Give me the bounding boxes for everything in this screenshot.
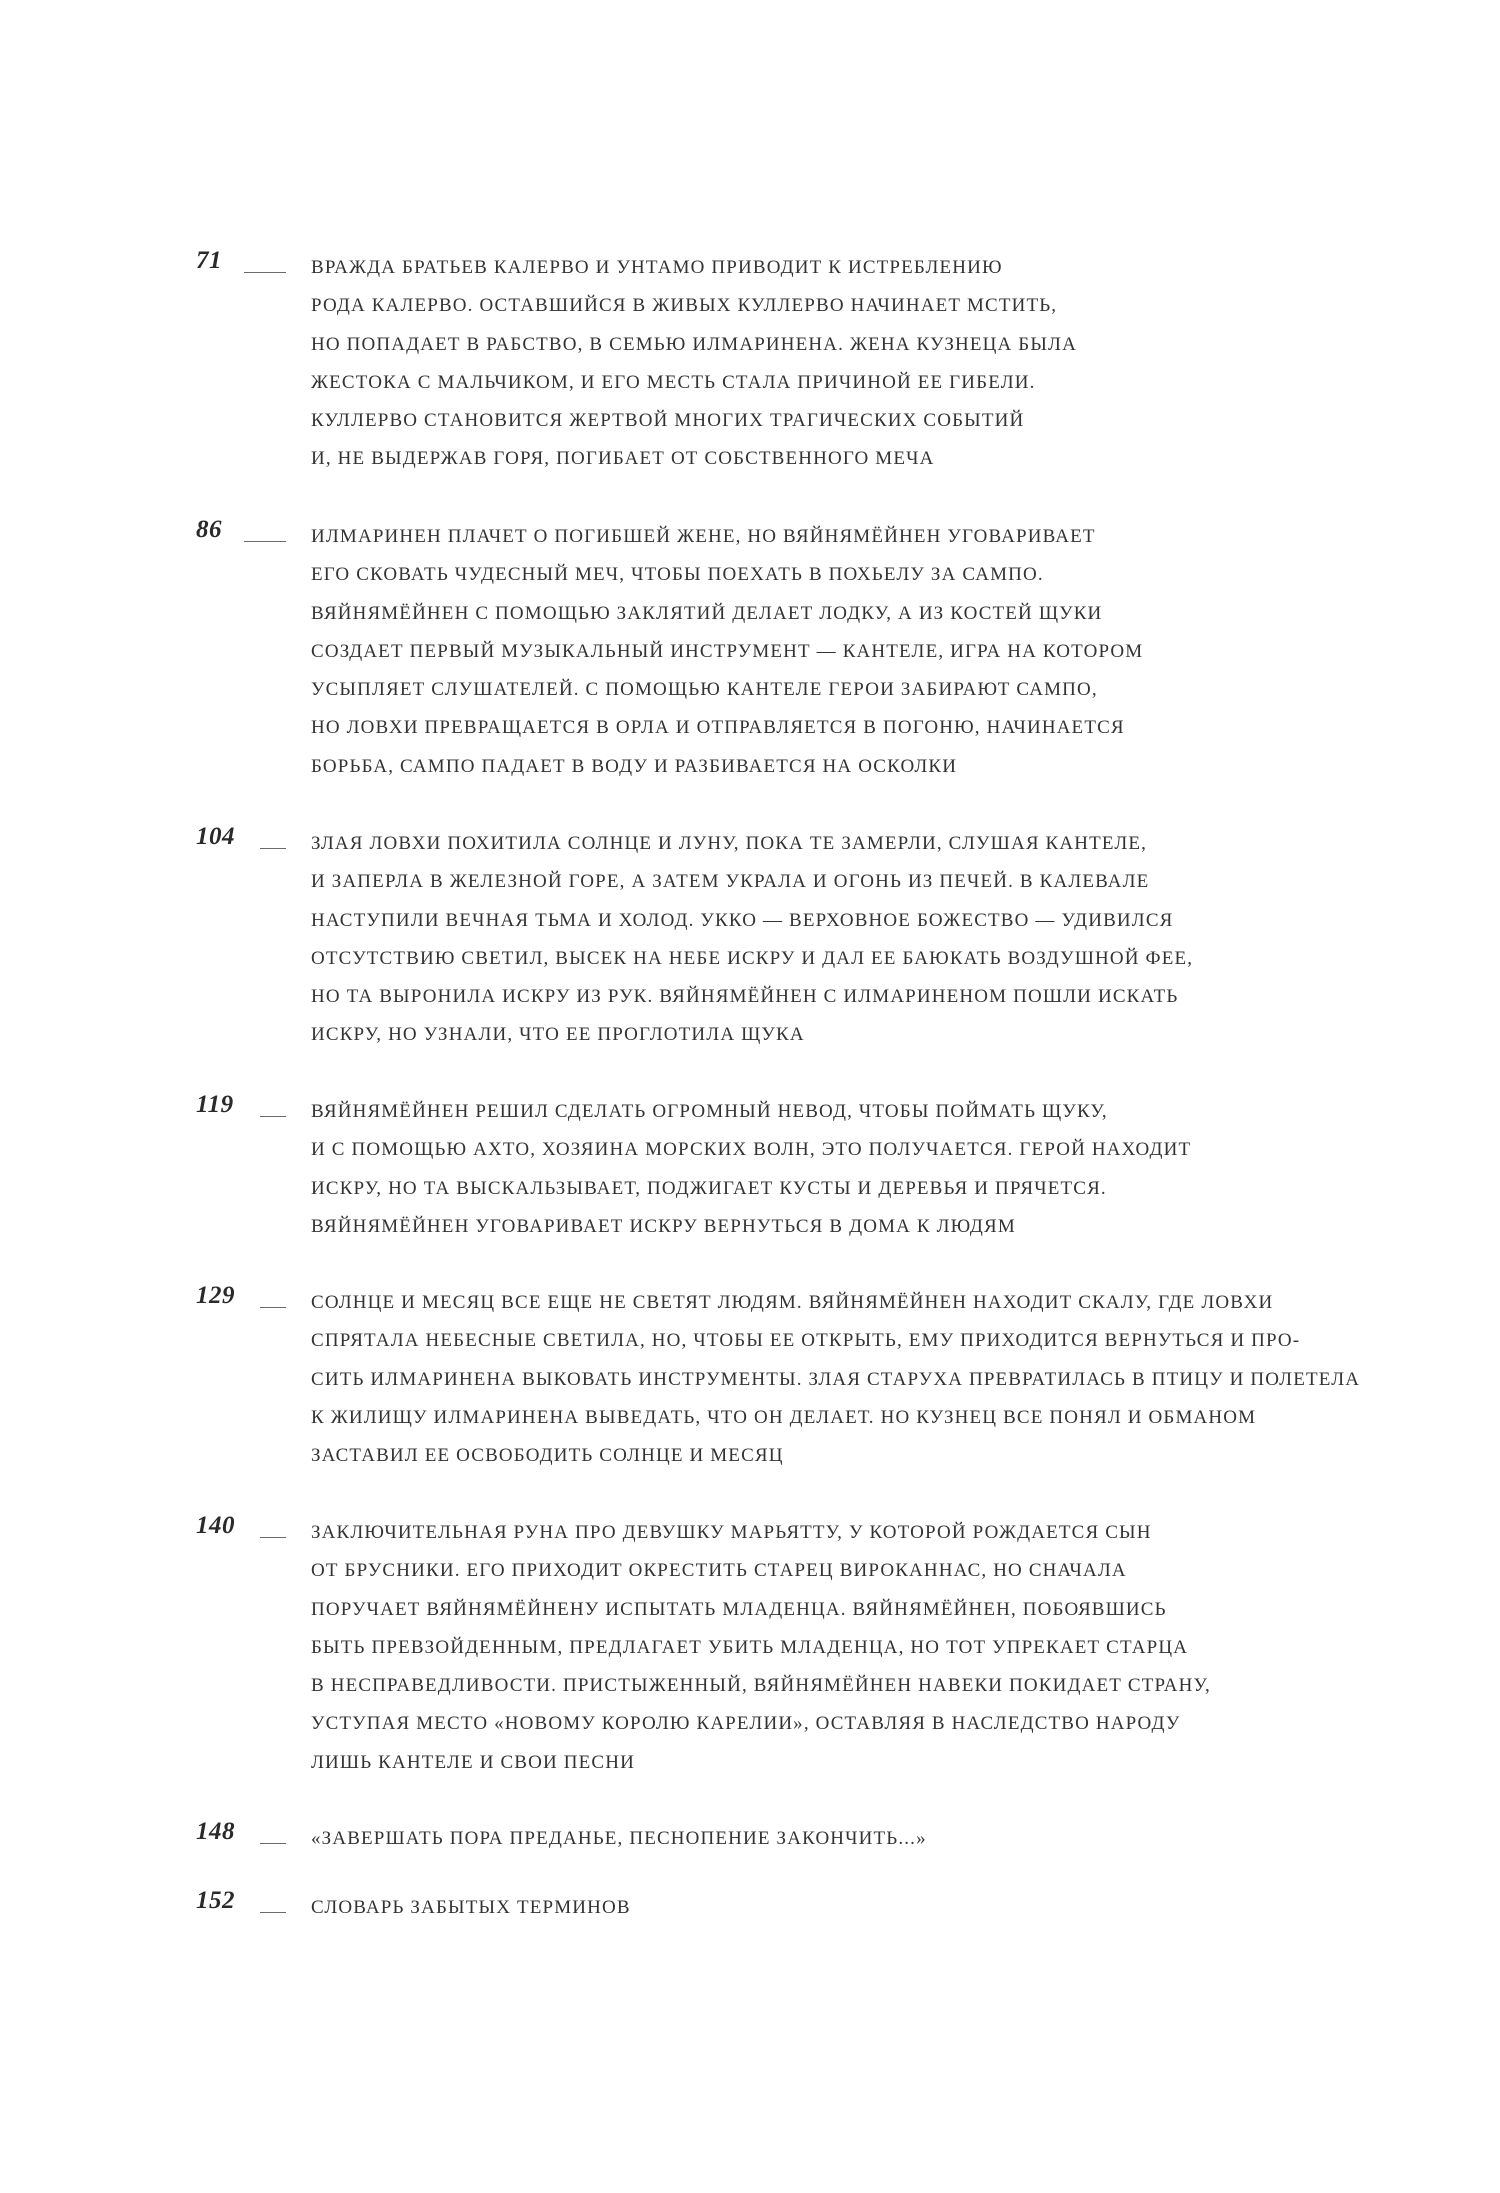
description-line: УСЫПЛЯЕТ СЛУШАТЕЛЕЙ. С ПОМОЩЬЮ КАНТЕЛЕ ГЕРОИ ЗАБИРАЮТ САМПО, [311,679,1098,701]
description-line: УСТУПАЯ МЕСТО «НОВОМУ КОРОЛЮ КАРЕЛИИ», ОСТАВЛЯЯ В НАСЛЕДСТВО НАРОДУ [311,1713,1181,1735]
page-number: 152 [196,1887,235,1914]
description-line: ЖЕСТОКА С МАЛЬЧИКОМ, И ЕГО МЕСТЬ СТАЛА ПРИЧИНОЙ ЕЕ ГИБЕЛИ. [311,371,1036,393]
entry-description [311,1290,1361,1481]
description-line: ЕГО СКОВАТЬ ЧУДЕСНЫЙ МЕЧ, ЧТОБЫ ПОЕХАТЬ В ПОХЬЕЛУ ЗА САМПО. [311,564,1044,586]
description-line: НО ЛОВХИ ПРЕВРАЩАЕТСЯ В ОРЛА И ОТПРАВЛЯЕТСЯ В ПОГОНЮ, НАЧИНАЕТСЯ [311,717,1125,739]
entry-description [311,524,1361,792]
leader-rule [260,1843,286,1844]
entry-description [311,255,1361,485]
description-line: ЗАКЛЮЧИТЕЛЬНАЯ РУНА ПРО ДЕВУШКУ МАРЬЯТТУ, У КОТОРОЙ РОЖДАЕТСЯ СЫН [311,1522,1152,1543]
description-line: ВЯЙНЯМЁЙНЕН УГОВАРИВАЕТ ИСКРУ ВЕРНУТЬСЯ В ДОМА К ЛЮДЯМ [311,1215,1016,1237]
description-line: ИЛМАРИНЕН ПЛАЧЕТ О ПОГИБШЕЙ ЖЕНЕ, НО ВЯЙНЯМЁЙНЕН УГОВАРИВАЕТ [311,526,1096,547]
leader-rule [260,848,286,849]
page-number: 119 [196,1091,234,1118]
page-number: 140 [196,1512,235,1539]
description-line: ВЯЙНЯМЁЙНЕН С ПОМОЩЬЮ ЗАКЛЯТИЙ ДЕЛАЕТ ЛОДКУ, А ИЗ КОСТЕЙ ЩУКИ [311,602,1103,624]
entry-description [311,1520,1361,1788]
leader-rule [260,1537,286,1538]
description-line: ВРАЖДА БРАТЬЕВ КАЛЕРВО И УНТАМО ПРИВОДИТ К ИСТРЕБЛЕНИЮ [311,257,1003,278]
page-number: 86 [196,516,222,543]
entry-description [311,1895,1361,1933]
leader-rule [260,1116,286,1117]
description-line: ЗЛАЯ ЛОВХИ ПОХИТИЛА СОЛНЦЕ И ЛУНУ, ПОКА ТЕ ЗАМЕРЛИ, СЛУШАЯ КАНТЕЛЕ, [311,833,1148,854]
description-line: НО ТА ВЫРОНИЛА ИСКРУ ИЗ РУК. ВЯЙНЯМЁЙНЕН С ИЛМАРИНЕНОМ ПОШЛИ ИСКАТЬ [311,986,1179,1008]
description-line: НО ПОПАДАЕТ В РАБСТВО, В СЕМЬЮ ИЛМАРИНЕНА. ЖЕНА КУЗНЕЦА БЫЛА [311,333,1077,355]
page-number: 148 [196,1818,235,1845]
description-line: РОДА КАЛЕРВО. ОСТАВШИЙСЯ В ЖИВЫХ КУЛЛЕРВО НАЧИНАЕТ МСТИТЬ, [311,295,1058,317]
description-line: СОЗДАЕТ ПЕРВЫЙ МУЗЫКАЛЬНЫЙ ИНСТРУМЕНТ — КАНТЕЛЕ, ИГРА НА КОТОРОМ [311,640,1144,662]
description-line: КУЛЛЕРВО СТАНОВИТСЯ ЖЕРТВОЙ МНОГИХ ТРАГИЧЕСКИХ СОБЫТИЙ [311,410,1025,432]
leader-rule [244,272,286,273]
description-line: И С ПОМОЩЬЮ АХТО, ХОЗЯИНА МОРСКИХ ВОЛН, ЭТО ПОЛУЧАЕТСЯ. ГЕРОЙ НАХОДИТ [311,1139,1192,1161]
entry-description [311,1099,1361,1252]
description-line: БЫТЬ ПРЕВЗОЙДЕННЫМ, ПРЕДЛАГАЕТ УБИТЬ МЛАДЕНЦА, НО ТОТ УПРЕКАЕТ СТАРЦА [311,1636,1189,1658]
description-line: «ЗАВЕРШАТЬ ПОРА ПРЕДАНЬЕ, ПЕСНОПЕНИЕ ЗАКОНЧИТЬ...» [311,1828,927,1849]
description-line: ОТ БРУСНИКИ. ЕГО ПРИХОДИТ ОКРЕСТИТЬ СТАРЕЦ ВИРОКАННАС, НО СНАЧАЛА [311,1560,1127,1582]
description-line: В НЕСПРАВЕДЛИВОСТИ. ПРИСТЫЖЕННЫЙ, ВЯЙНЯМЁЙНЕН НАВЕКИ ПОКИДАЕТ СТРАНУ, [311,1675,1211,1697]
description-line: ЗАСТАВИЛ ЕЕ ОСВОБОДИТЬ СОЛНЦЕ И МЕСЯЦ [311,1445,784,1467]
leader-rule [260,1307,286,1308]
description-line: К ЖИЛИЩУ ИЛМАРИНЕНА ВЫВЕДАТЬ, ЧТО ОН ДЕЛАЕТ. НО КУЗНЕЦ ВСЕ ПОНЯЛ И ОБМАНОМ [311,1406,1257,1428]
description-line: ЛИШЬ КАНТЕЛЕ И СВОИ ПЕСНИ [311,1751,635,1773]
page-number: 129 [196,1282,235,1309]
description-line: И, НЕ ВЫДЕРЖАВ ГОРЯ, ПОГИБАЕТ ОТ СОБСТВЕННОГО МЕЧА [311,448,935,470]
entry-description [311,1826,1361,1864]
entry-description [311,831,1361,1061]
description-line: ИСКРУ, НО УЗНАЛИ, ЧТО ЕЕ ПРОГЛОТИЛА ЩУКА [311,1024,805,1046]
description-line: СПРЯТАЛА НЕБЕСНЫЕ СВЕТИЛА, НО, ЧТОБЫ ЕЕ ОТКРЫТЬ, ЕМУ ПРИХОДИТСЯ ВЕРНУТЬСЯ И ПРО- [311,1330,1301,1352]
description-line: И ЗАПЕРЛА В ЖЕЛЕЗНОЙ ГОРЕ, А ЗАТЕМ УКРАЛА И ОГОНЬ ИЗ ПЕЧЕЙ. В КАЛЕВАЛЕ [311,871,1150,893]
description-line: СИТЬ ИЛМАРИНЕНА ВЫКОВАТЬ ИНСТРУМЕНТЫ. ЗЛАЯ СТАРУХА ПРЕВРАТИЛАСЬ В ПТИЦУ И ПОЛЕТЕЛА [311,1368,1361,1390]
leader-rule [244,541,286,542]
page-number: 104 [196,823,235,850]
page-number: 71 [196,247,222,274]
description-line: ВЯЙНЯМЁЙНЕН РЕШИЛ СДЕЛАТЬ ОГРОМНЫЙ НЕВОД, ЧТОБЫ ПОЙМАТЬ ЩУКУ, [311,1101,1108,1122]
description-line: СОЛНЦЕ И МЕСЯЦ ВСЕ ЕЩЕ НЕ СВЕТЯТ ЛЮДЯМ. ВЯЙНЯМЁЙНЕН НАХОДИТ СКАЛУ, ГДЕ ЛОВХИ [311,1292,1274,1313]
description-line: ИСКРУ, НО ТА ВЫСКАЛЬЗЫВАЕТ, ПОДЖИГАЕТ КУСТЫ И ДЕРЕВЬЯ И ПРЯЧЕТСЯ. [311,1177,1107,1199]
description-line: БОРЬБА, САМПО ПАДАЕТ В ВОДУ И РАЗБИВАЕТСЯ НА ОСКОЛКИ [311,755,958,777]
leader-rule [260,1912,286,1913]
description-line: НАСТУПИЛИ ВЕЧНАЯ ТЬМА И ХОЛОД. УККО — ВЕРХОВНОЕ БОЖЕСТВО — УДИВИЛСЯ [311,909,1174,931]
description-line: ПОРУЧАЕТ ВЯЙНЯМЁЙНЕНУ ИСПЫТАТЬ МЛАДЕНЦА. ВЯЙНЯМЁЙНЕН, ПОБОЯВШИСЬ [311,1598,1167,1620]
description-line: СЛОВАРЬ ЗАБЫТЫХ ТЕРМИНОВ [311,1897,631,1918]
description-line: ОТСУТСТВИЮ СВЕТИЛ, ВЫСЕК НА НЕБЕ ИСКРУ И ДАЛ ЕЕ БАЮКАТЬ ВОЗДУШНОЙ ФЕЕ, [311,947,1194,969]
